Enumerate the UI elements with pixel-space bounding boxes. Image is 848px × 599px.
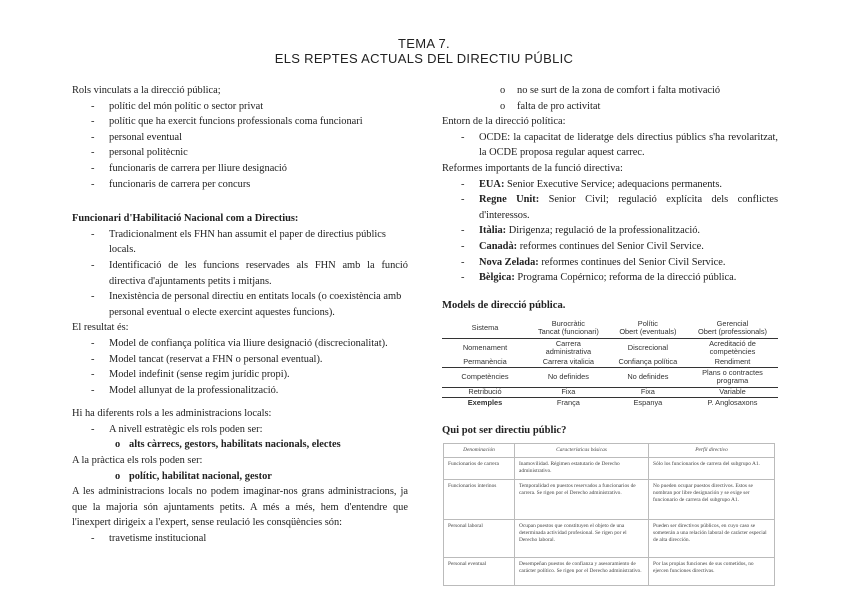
table-cell: Fixa xyxy=(609,387,687,397)
table-cell: Desempeñan puestos de confianza y asesoramiento de carácter político. Se rigen por el Derecho administrativo. xyxy=(515,558,649,586)
reforma-item xyxy=(442,239,778,255)
title-line-2: ELS REPTES ACTUALS DEL DIRECTIU PÚBLIC xyxy=(274,51,574,66)
table-row xyxy=(444,558,775,586)
reforma-item xyxy=(442,255,778,271)
country-name: Nova Zelada: xyxy=(479,256,539,268)
table-cell: Burocràtic Tancat (funcionari) xyxy=(528,318,609,338)
table-cell: Personal laboral xyxy=(444,520,515,558)
list-item: - Identificació de les funcions reservades als FHN amb la funció directiva d'ajuntaments petits i mitjans. xyxy=(72,258,408,289)
table-cell: Temporalidad en puestos reservados a funcionarios de carrera. Se rigen por el Derecho administrativo. xyxy=(515,480,649,520)
reformes-heading: Reformes importants de la funció directiva: xyxy=(442,162,623,174)
reforma-text: Dirigenza; regulació de la professionalització. xyxy=(506,225,701,237)
table-row xyxy=(444,444,775,458)
table-cell: Nomenament xyxy=(462,342,508,352)
reforma-text: Programa Copérnico; reforma de la direcció pública. xyxy=(514,272,737,284)
table-cell: França xyxy=(528,397,609,408)
table-row xyxy=(442,397,778,408)
table-cell: Fixa xyxy=(528,387,609,397)
table-header-cell: Características básicas xyxy=(515,444,649,458)
list-item: - funcionaris de carrera per concurs xyxy=(72,177,408,193)
entorn-heading: Entorn de la direcció política: xyxy=(442,116,566,128)
list-item: - OCDE: la capacitat de lideratge dels directius públics s'ha revolaritzat, la OCDE proposa regular aquest carrec. xyxy=(442,130,778,161)
table-cell: Personal eventual xyxy=(444,558,515,586)
table-cell: Variable xyxy=(687,387,778,397)
reforma-item xyxy=(442,192,778,223)
models-table xyxy=(442,318,778,408)
country-name: Canadà: xyxy=(479,240,518,252)
reforma-item xyxy=(442,223,778,239)
table-cell: Por las propias funciones de sus cometidos, no ejercen funciones directivas. xyxy=(649,558,775,586)
list-item: - travetisme institucional xyxy=(72,531,408,547)
reforma-item xyxy=(442,177,778,193)
qui-heading: Qui pot ser directiu públic? xyxy=(442,425,567,436)
table-cell: Plans o contractes programa xyxy=(687,367,778,387)
table-row xyxy=(444,520,775,558)
list-item: - Inexistència de personal directiu en entitats locals (o coexistència amb personal eventual o electe exercint aquestes funcions). xyxy=(72,289,408,320)
table-cell: Carrera vitalicia xyxy=(528,357,609,367)
table-cell: No definides xyxy=(609,367,687,387)
table-row xyxy=(444,458,775,480)
roles-heading: Rols vinculats a la direcció pública; xyxy=(72,85,221,96)
table-row xyxy=(442,357,778,367)
table-row xyxy=(442,318,778,338)
list-item: - Model allunyat de la professionalització. xyxy=(72,383,408,399)
table-cell: Retribució xyxy=(442,387,528,397)
estrategic-roles: o alts càrrecs, gestors, habilitats nacionals, electes xyxy=(72,437,408,453)
table-cell: Carrera administrativa xyxy=(545,338,592,356)
table-row xyxy=(442,367,778,387)
models-heading: Models de direcció pública. xyxy=(442,300,566,311)
result-heading: El resultat és: xyxy=(72,322,129,334)
list-item: o no se surt de la zona de comfort i falta motivació xyxy=(442,83,778,99)
list-item: - A nivell estratègic els rols poden ser: xyxy=(72,422,408,438)
table-cell: Pueden ser directivos públicos, en cuyo caso se someterán a una relación laboral de carácter especial de alta dirección. xyxy=(649,520,775,558)
practica-roles: o polític, habilitat nacional, gestor xyxy=(72,469,408,485)
table-cell: Acreditació de competències xyxy=(709,338,756,356)
reforma-item xyxy=(442,270,778,286)
reforma-text: reformes continues del Senior Civil Service. xyxy=(538,256,726,268)
reforma-text: Senior Executive Service; adequacions permanents. xyxy=(504,178,722,190)
list-item: - personal eventual xyxy=(72,130,408,146)
table-row xyxy=(442,387,778,397)
table-cell: Espanya xyxy=(609,397,687,408)
table-cell: Funcionarios interinos xyxy=(444,480,515,520)
table-cell: Sólo los funcionarios de carrera del subgrupo A1. xyxy=(649,458,775,480)
table-header-cell: Denominación xyxy=(444,444,515,458)
list-item: o falta de pro activitat xyxy=(442,99,778,115)
table-cell: Funcionarios de carrera xyxy=(444,458,515,480)
table-cell: Rendiment xyxy=(687,357,778,367)
table-cell: Polític Obert (eventuals) xyxy=(609,318,687,338)
table-cell: Competències xyxy=(442,367,528,387)
country-name: Itàlia: xyxy=(479,225,507,237)
table-cell: P. Anglosaxons xyxy=(687,397,778,408)
list-item: - Tradicionalment els FHN han assumit el paper de directius públics locals. xyxy=(72,227,408,258)
table-row xyxy=(444,480,775,520)
country-name: Regne Unit: xyxy=(479,194,540,206)
paragraph: A les administracions locals no podem imaginar-nos grans administracions, ja que la majoria són ajuntaments petits. A més a més, hem d'entendre que l'inexpert dirigeix a l'expert, sense reulació les consqüències són: xyxy=(72,486,408,529)
country-name: Bèlgica: xyxy=(479,272,515,284)
table-cell: Permanència xyxy=(442,357,528,367)
document-title xyxy=(0,36,848,66)
list-item: - polític que ha exercit funcions professionals coma funcionari xyxy=(72,114,408,130)
list-item: - personal politècnic xyxy=(72,145,408,161)
list-item: - polític del món polític o sector privat xyxy=(72,99,408,115)
table-cell: Confiança política xyxy=(609,357,687,367)
table-cell: Sistema xyxy=(442,318,528,338)
table-cell: No definides xyxy=(528,367,609,387)
list-item: - Model indefinit (sense regim jurídic propi). xyxy=(72,367,408,383)
list-item: - funcionaris de carrera per lliure designació xyxy=(72,161,408,177)
list-item: - Model de confiança política via lliure designació (discrecionalitat). xyxy=(72,336,408,352)
table-header-cell: Perfil directivo xyxy=(649,444,775,458)
reforma-text: Senior Civil; regulació explícita dels conflictes d'interessos. xyxy=(479,194,778,221)
right-column xyxy=(442,83,778,286)
rols-admin-text: Hi ha diferents rols a les administracions locals: xyxy=(72,408,272,420)
left-column xyxy=(72,83,408,547)
title-line-1: TEMA 7. xyxy=(398,36,450,51)
fhn-heading: Funcionari d'Habilitació Nacional com a Directius: xyxy=(72,213,299,225)
table-cell: Exemples xyxy=(442,397,528,408)
reforma-text: reformes continues del Senior Civil Service. xyxy=(517,240,704,252)
qui-table xyxy=(443,443,775,586)
table-cell: No pueden ocupar puestos directivos. Estos se nombran por libre designación y se exige ser funcionario de carrera del subgrupo A1. xyxy=(649,480,775,520)
list-item: - Model tancat (reservat a FHN o personal eventual). xyxy=(72,352,408,368)
table-cell: Discrecional xyxy=(627,342,668,352)
table-row xyxy=(442,338,778,357)
table-cell: Inamovilidad. Régimen estatutario de Derecho administrativo. xyxy=(515,458,649,480)
country-name: EUA: xyxy=(479,178,505,190)
table-cell: Ocupan puestos que constituyen el objeto de una determinada actividad profesional. Se rigen por el Derecho laboral. xyxy=(515,520,649,558)
table-cell: Gerencial Obert (professionals) xyxy=(687,318,778,338)
practica-text: A la pràctica els rols poden ser: xyxy=(72,455,203,467)
